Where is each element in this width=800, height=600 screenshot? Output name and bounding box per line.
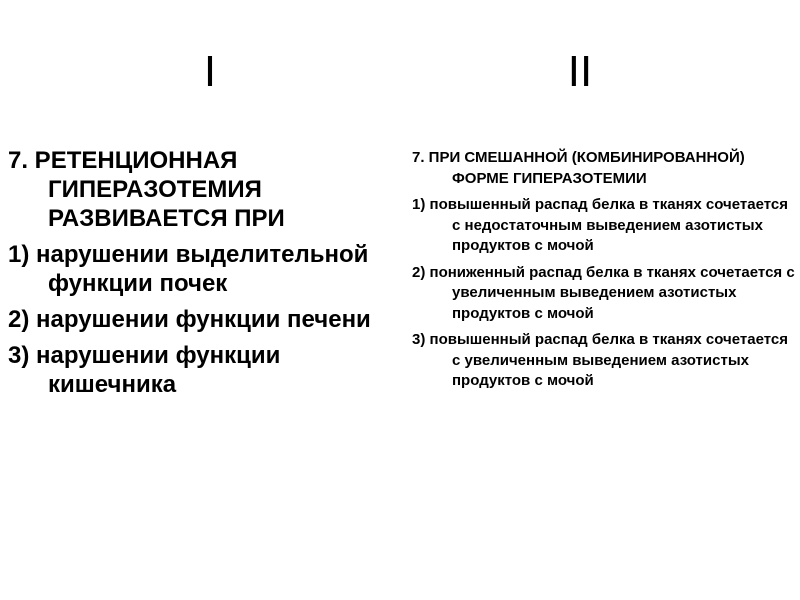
right-option-1: 1) повышенный распад белка в тканях сочетается с недостаточным выведением азотистых продуктов с мочой bbox=[412, 196, 788, 254]
right-option-2: 2) пониженный распад белка в тканях сочетается с увеличенным выведением азотистых продуктов с мочой bbox=[412, 263, 795, 322]
left-question: 7. РЕТЕНЦИОННАЯ ГИПЕРАЗОТЕМИЯ РАЗВИВАЕТСЯ ПРИ bbox=[8, 147, 285, 232]
right-question: 7. ПРИ СМЕШАННОЙ (КОМБИНИРОВАННОЙ) ФОРМЕ ГИПЕРАЗОТЕМИИ bbox=[412, 149, 745, 187]
left-column bbox=[8, 146, 388, 406]
left-option-1: 1) нарушении выделительной функции почек bbox=[8, 241, 369, 297]
right-option-3: 3) повышенный распад белка в тканях сочетается с увеличенным выведением азотистых продуктов с мочой bbox=[412, 331, 788, 389]
left-option-2: 2) нарушении функции печени bbox=[8, 306, 371, 333]
column-heading-left: I bbox=[203, 47, 217, 96]
column-heading-right: II bbox=[567, 47, 593, 96]
left-option-3: 3) нарушении функции кишечника bbox=[8, 342, 281, 398]
right-column bbox=[412, 148, 796, 398]
